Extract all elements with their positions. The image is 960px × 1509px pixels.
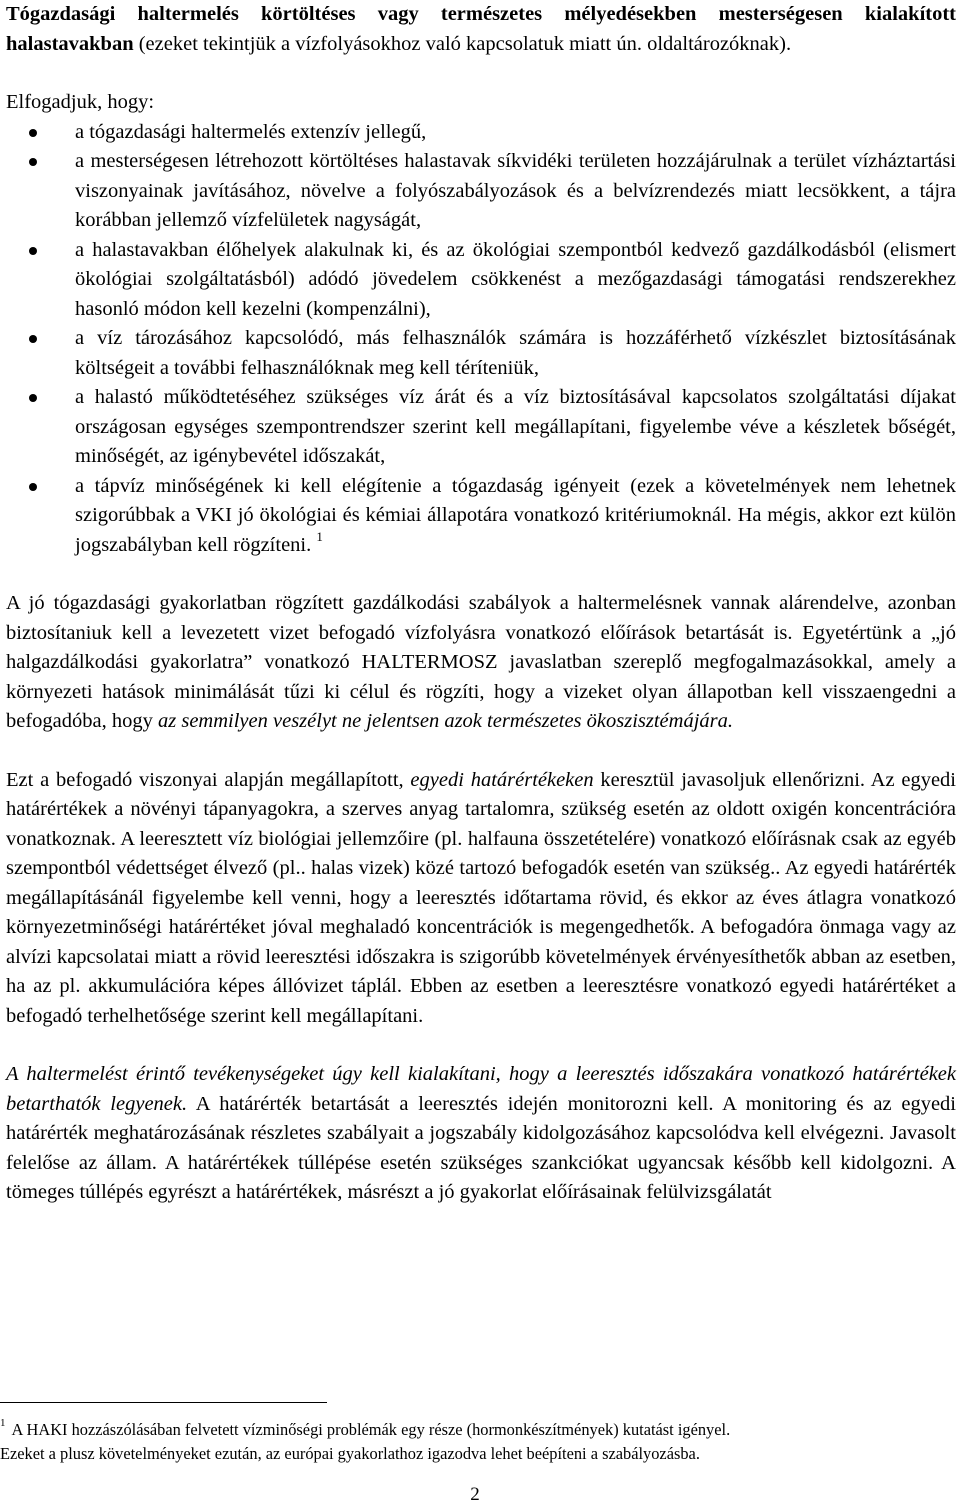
- list-item-text: a tógazdasági haltermelés extenzív jellegű,: [75, 120, 427, 143]
- footnote: [0, 1418, 950, 1466]
- paragraph-text: A jó tógazdasági gyakorlatban rögzített gazdálkodási szabályok a haltermelésnek vannak alárendelve, azonban biztosítaniuk kell a levezetett vizet befogadó vízfolyásra vonatkozó előírások betartását is. Egyetértünk a „jó halgazdálkodási gyakorlatra” vonatkozó HALTERMOSZ javaslatban szereplő megfogalmazásokkal, amely a környezeti hatások minimálását tűzi ki célul és rögzíti, hogy a vizeket olyan állapotban kell visszaengedni a befogadóba, hogy: [6, 592, 956, 732]
- footnote-marker: 1: [0, 1416, 6, 1429]
- bullet-icon: [29, 483, 37, 491]
- list-item-text: a tápvíz minőségének ki kell elégítenie a tógazdaság igényeit (ezek a követelmények nem lehetnek szigorúbbak a VKI jó ökológiai és kémiai állapotára vonatkozó kritériumoknál. Ha mégis, akkor ezt külön jogszabályban kell rögzíteni.: [75, 474, 956, 556]
- paragraph-text: keresztül javasoljuk ellenőrizni. Az egyedi határértékek a növényi tápanyagokra, a szerves anyag tartalomra, szükség esetén az oldott oxigén koncentrációra vonatkoznak. A leeresztett víz biológiai jellemzőire (pl. halfauna összetételére) vonatkozó előírásnak csak az egyéb szempontból védettséget élvező (pl.. halas vizek) közé tartozó befogadók esetén van szükség.. Az egyedi határérték megállapításánál figyelembe kell venni, hogy a leeresztés időtartama rövid, és ekkor az éves átlagra vonatkozó környezetminőségi határértéket jóval meghaladó koncentrációk is megengedhetők. A befogadóra önmaga vagy az alvízi kapcsolatai miatt a rövid leeresztési időszakra is szigorúbb követelmények érvényesíthetők abban az esetben, ha az pl. akkumulációra képes állóvizet táplál. Ebben az esetben a leeresztésre vonatkozó egyedi határértéket a befogadó terhelhetősége szerint kell megállapítani.: [6, 768, 956, 1027]
- list-item-text: a víz tározásához kapcsolódó, más felhasználók számára is hozzáférhető vízkészlet biztosításának költségeit a további felhasználóknak meg kell téríteniük,: [75, 327, 956, 379]
- intro-line: Elfogadjuk, hogy:: [6, 91, 155, 113]
- list-item-text: a mesterségesen létrehozott körtöltéses halastavak síkvidéki területen hozzájárulnak a terület vízháztartási viszonyainak javításához, növelve a folyószabályozások és a belvízrendezés miatt lecsökkent, a tájra korábban jellemző vízfelületek nagyságát,: [75, 150, 956, 231]
- paragraph-italic-text: az semmilyen veszélyt ne jelentsen azok természetes ökoszisztémájára.: [158, 710, 734, 732]
- document-page: [6, 0, 956, 1208]
- bullet-icon: [29, 129, 37, 137]
- list-item: [6, 147, 956, 236]
- opening-paragraph: [6, 0, 956, 59]
- bullet-icon: [29, 394, 37, 402]
- opening-bold-text: Tógazdasági haltermelés körtöltéses vagy természetes mélyedésekben mesterségesen kialakított halastavakban: [6, 3, 956, 55]
- bullet-icon: [29, 335, 37, 343]
- page-number: 2: [470, 1484, 480, 1505]
- paragraph-good-practice: [6, 589, 956, 737]
- bullet-icon: [29, 158, 37, 166]
- footnote-reference[interactable]: 1: [316, 528, 323, 544]
- paragraph-italic-text: A haltermelést érintő tevékenységeket úgy kell kialakítani, hogy a leeresztés időszakára vonatkozó határértékek betarthatók legyenek.: [6, 1063, 956, 1115]
- list-item-text: a halastó működtetéséhez szükséges víz árát és a víz biztosításával kapcsolatos szolgáltatási díjakat országosan egységes szempontrendszer szerint kell megállapítani, figyelembe véve a készletek bőségét, minőségét, az igénybevétel időszakát,: [75, 386, 956, 467]
- list-item: [6, 236, 956, 325]
- list-item: [6, 118, 956, 148]
- bullet-icon: [29, 247, 37, 255]
- list-item: [6, 472, 956, 561]
- footnote-text: A HAKI hozzászólásában felvetett vízminőségi problémák egy része (hormonkészítmények) kutatást igényel.: [11, 1420, 731, 1439]
- paragraph-limit-values: [6, 766, 956, 1032]
- list-item: [6, 383, 956, 472]
- paragraph-text: A határérték betartását a leeresztés idején monitorozni kell. A monitoring és az egyedi határérték meghatározásának részletes szabályait a jogszabály kidolgozásához kapcsolódva kell elvégezni. Javasolt felelőse az állam. A határértékek túllépése esetén szükséges szankciókat ugyancsak később kell kidolgozni. A tömeges túllépés egyrészt a határértékek, másrészt a jó gyakorlat előírásainak felülvizsgálatát: [6, 1092, 956, 1203]
- bullet-list: [6, 118, 956, 561]
- footnote-divider: [0, 1402, 327, 1403]
- paragraph-italic-text: egyedi határértékeken: [410, 768, 594, 791]
- footnote-line: [0, 1418, 950, 1442]
- footnote-line: Ezeket a plusz követelményeket ezután, az európai gyakorlathoz igazodva lehet beépíteni a szabályozásba.: [0, 1444, 700, 1463]
- list-item: [6, 324, 956, 383]
- paragraph-monitoring: [6, 1060, 956, 1208]
- list-item-text: a halastavakban élőhelyek alakulnak ki, és az ökológiai szempontból kedvező gazdálkodásból (elismert ökológiai szolgáltatásból) adódó jövedelem csökkenést a mezőgazdasági támogatási rendszerekhez hasonló módon kell kezelni (kompenzálni),: [75, 238, 956, 320]
- opening-rest-text: (ezeket tekintjük a vízfolyásokhoz való kapcsolatuk miatt ún. oldaltározóknak).: [133, 32, 792, 55]
- paragraph-text: Ezt a befogadó viszonyai alapján megállapított,: [6, 768, 411, 791]
